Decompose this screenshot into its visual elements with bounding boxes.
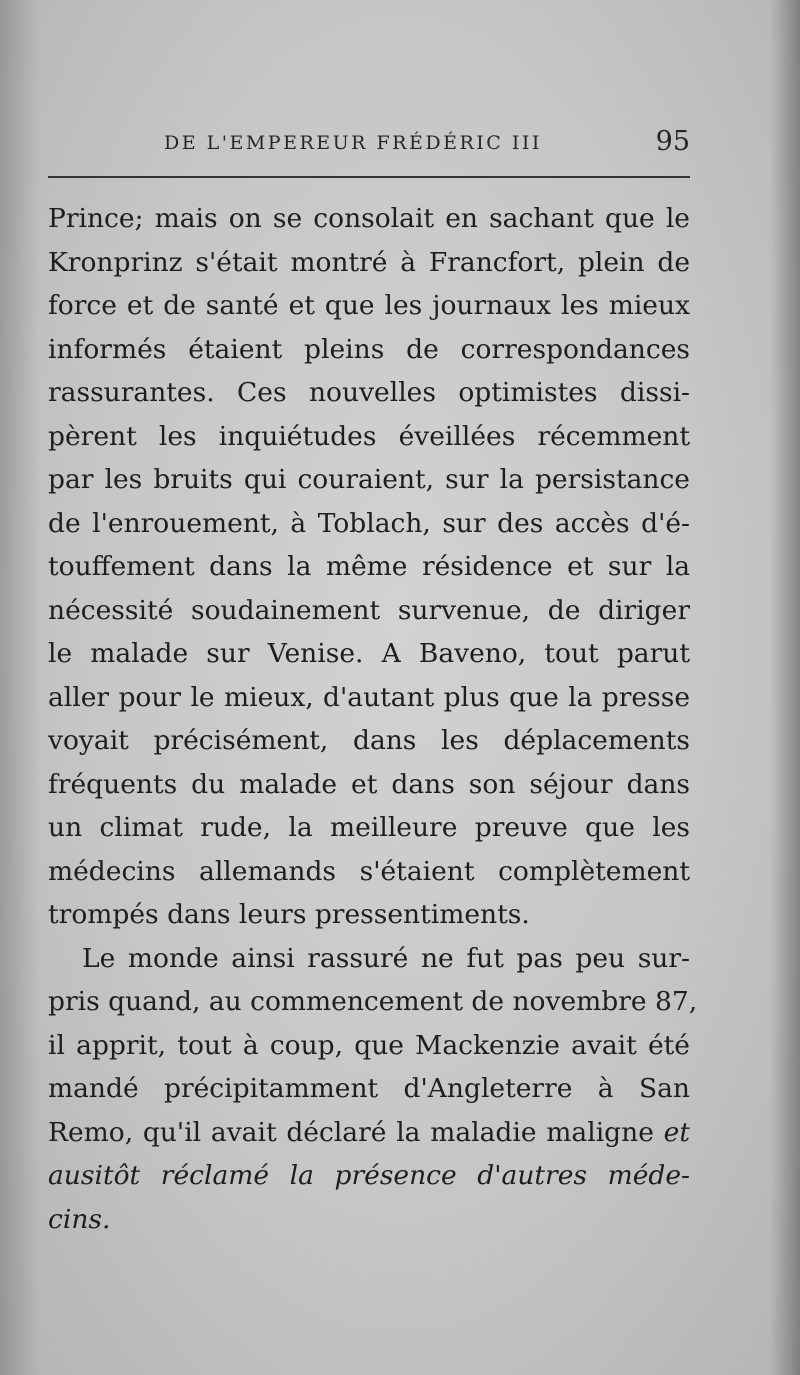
text-line: trompés dans leurs pressentiments. (48, 899, 530, 930)
text-line: rassurantes. Ces nouvelles optimistes dissi- (48, 377, 690, 408)
text-line: nécessité soudainement survenue, de diriger (48, 594, 690, 626)
text-line: de l'enrouement, à Toblach, sur des accès d'é- (48, 507, 690, 539)
text-line: ausitôt réclamé la présence d'autres méde- (48, 1160, 690, 1191)
text-line: cins. (48, 1203, 111, 1235)
text-line: voyait précisément, dans les déplacements (48, 725, 690, 756)
text-line: il apprit, tout à coup, que Mackenzie avait été (48, 1029, 690, 1061)
text-line: le malade sur Venise. A Baveno, tout parut (48, 638, 690, 669)
text-line: pris quand, au commencement de novembre 87, (48, 986, 698, 1017)
page-number: 95 (655, 126, 690, 157)
text-line: Le monde ainsi rassuré ne fut pas peu sur- (82, 942, 690, 974)
text-line: Kronprinz s'était montré à Francfort, plein de (48, 246, 690, 278)
text-line: par les bruits qui couraient, sur la persistance (48, 464, 690, 495)
text-line: aller pour le mieux, d'autant plus que la presse (48, 681, 690, 713)
body-text (48, 197, 698, 1241)
page-header (48, 126, 690, 166)
text-line: touffement dans la même résidence et sur la (48, 551, 690, 582)
text-line: fréquents du malade et dans son séjour dans (48, 768, 690, 800)
text-line-roman: Remo, qu'il avait déclaré la maladie maligne (48, 1116, 654, 1148)
text-line: mandé précipitamment d'Angleterre à San (48, 1073, 690, 1104)
text-line: un climat rude, la meilleure preuve que les (48, 812, 690, 843)
text-line-mixed (48, 1111, 690, 1155)
text-line: pèrent les inquiétudes éveillées récemment (48, 420, 690, 452)
text-line: Prince; mais on se consolait en sachant que le (48, 203, 690, 234)
text-line: force et de santé et que les journaux les mieux (48, 290, 690, 321)
text-line: informés étaient pleins de correspondances (48, 333, 690, 365)
text-line: médecins allemands s'étaient complètement (48, 855, 690, 887)
running-head: DE L'EMPEREUR FRÉDÉRIC III (164, 132, 542, 154)
header-rule (48, 176, 690, 178)
text-line-italic: et (663, 1116, 690, 1148)
